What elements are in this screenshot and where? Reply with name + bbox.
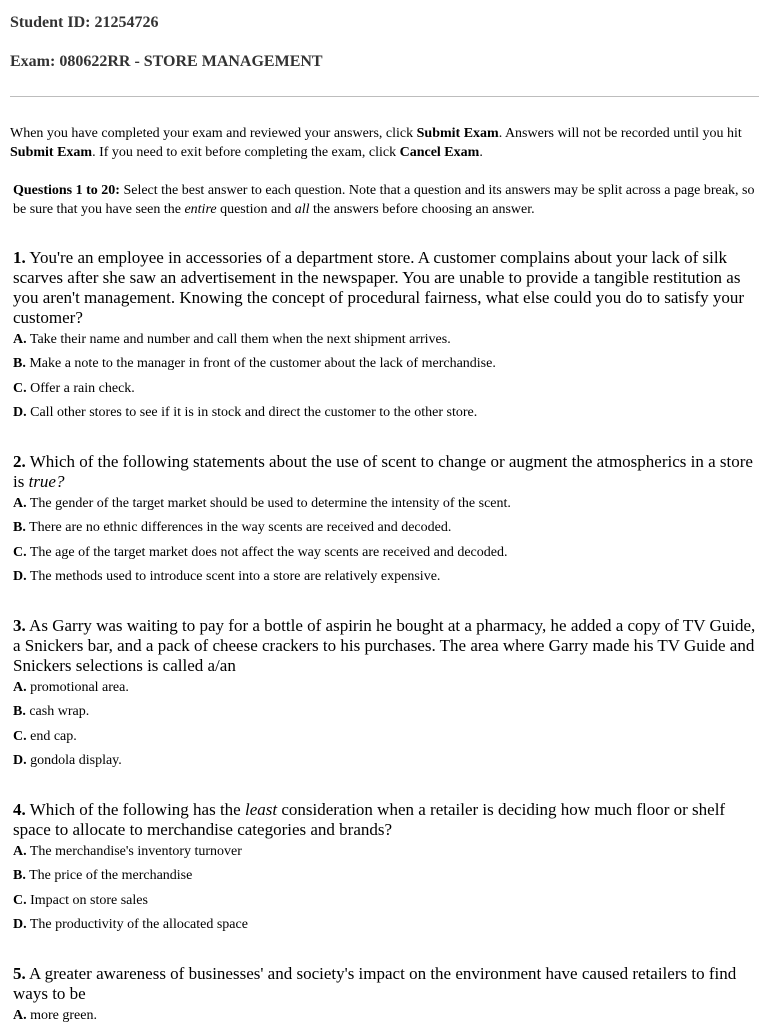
section-emphasis: entire [184, 202, 217, 217]
section-instructions [13, 181, 761, 219]
question-stem [13, 248, 763, 328]
question-text: consideration when a retailer is deciding how much floor or shelf space to allocate to merchandise categories and brands? [13, 800, 726, 839]
option-text: The age of the target market does not affect the way scents are received and decoded. [26, 544, 508, 560]
option-text: There are no ethnic differences in the way scents are received and decoded. [25, 520, 452, 536]
option-letter: C. [13, 728, 27, 744]
option-text: Offer a rain check. [26, 380, 135, 396]
student-id-heading: Student ID: 21254726 [10, 14, 159, 31]
option-text: cash wrap. [25, 704, 90, 720]
answer-option-b[interactable] [13, 519, 763, 543]
question-text: You're an employee in accessories of a department store. A customer complains about your lack of silk scarves after she saw an advertisement in the newspaper. You are unable to provide a tangible restitution as you aren't management. Knowing the concept of procedural fairness, what else could you do to satisfy your customer? [13, 248, 745, 327]
option-text: promotional area. [26, 680, 129, 695]
question-stem [13, 964, 763, 1004]
answer-option-d[interactable] [13, 568, 763, 592]
exam-title-heading: Exam: 080622RR - STORE MANAGEMENT [10, 53, 323, 70]
question-3 [13, 616, 763, 777]
option-text: Take their name and number and call them when the next shipment arrives. [26, 332, 451, 347]
option-text: Call other stores to see if it is in stock and direct the customer to the other store. [26, 405, 478, 421]
option-text: The productivity of the allocated space [26, 917, 248, 933]
option-letter: B. [13, 704, 26, 720]
section-emphasis: all [294, 202, 310, 217]
answer-option-b[interactable] [13, 355, 763, 379]
option-text: gondola display. [26, 753, 122, 769]
submit-exam-mention: Submit Exam [10, 145, 93, 160]
question-number: 2. [13, 452, 26, 471]
answer-option-a[interactable] [13, 843, 763, 867]
question-text: Which of the following has the [25, 800, 245, 819]
instructions-text-part: . Answers will not be recorded until you hit [498, 126, 742, 141]
question-number: 1. [13, 248, 26, 267]
option-letter: C. [13, 380, 27, 396]
option-letter: D. [13, 405, 27, 421]
option-letter: D. [13, 569, 27, 585]
answer-option-b[interactable] [13, 703, 763, 727]
answer-option-a[interactable] [13, 331, 763, 355]
question-number: 4. [13, 800, 26, 819]
option-letter: D. [13, 917, 27, 933]
section-label: Questions 1 to 20: [13, 183, 120, 198]
question-emphasis: true? [28, 472, 65, 491]
option-letter: A. [13, 1008, 27, 1023]
question-5 [13, 964, 763, 1031]
option-text: The gender of the target market should be used to determine the intensity of the scent. [26, 496, 511, 511]
header-divider [10, 96, 759, 97]
answer-option-d[interactable] [13, 752, 763, 776]
question-text: Which of the following statements about the use of scent to change or augment the atmospherics in a store is [13, 452, 753, 491]
option-letter: A. [13, 680, 27, 695]
question-number: 5. [13, 964, 26, 983]
instructions-text-part: . [479, 145, 483, 160]
option-letter: B. [13, 868, 26, 884]
option-letter: A. [13, 496, 27, 511]
option-text: Make a note to the manager in front of the customer about the lack of merchandise. [25, 356, 496, 372]
section-text-part: the answers before choosing an answer. [309, 202, 535, 217]
section-text-part: Select the best answer to each question. Note that a question and its answers may be split across a page break, so be sure that you have seen the [13, 183, 755, 217]
option-letter: B. [13, 520, 26, 536]
answer-option-a[interactable] [13, 495, 763, 519]
option-text: end cap. [26, 728, 77, 744]
answer-option-c[interactable] [13, 544, 763, 568]
instructions-text-part: When you have completed your exam and reviewed your answers, click [10, 126, 417, 141]
question-stem [13, 452, 763, 492]
answer-option-d[interactable] [13, 916, 763, 940]
option-letter: A. [13, 844, 27, 859]
question-1 [13, 248, 763, 429]
option-text: The price of the merchandise [25, 868, 193, 884]
question-emphasis: least [244, 800, 278, 819]
submit-exam-mention: Submit Exam [416, 126, 499, 141]
option-text: more green. [26, 1008, 97, 1023]
answer-option-a[interactable] [13, 1007, 763, 1031]
cancel-exam-mention: Cancel Exam [399, 145, 480, 160]
answer-option-d[interactable] [13, 404, 763, 428]
instructions-text [10, 124, 760, 162]
option-letter: A. [13, 332, 27, 347]
option-text: Impact on store sales [26, 892, 148, 908]
option-letter: D. [13, 753, 27, 769]
question-stem [13, 616, 763, 676]
option-text: The merchandise's inventory turnover [26, 844, 242, 859]
question-number: 3. [13, 616, 26, 635]
question-4 [13, 800, 763, 941]
answer-option-a[interactable] [13, 679, 763, 703]
option-text: The methods used to introduce scent into a store are relatively expensive. [26, 569, 441, 585]
question-text: A greater awareness of businesses' and society's impact on the environment have caused retailers to find ways to be [13, 964, 737, 1003]
question-text: As Garry was waiting to pay for a bottle of aspirin he bought at a pharmacy, he added a copy of TV Guide, a Snickers bar, and a pack of cheese crackers to his purchases. The area where Garry made his TV Guide and Snickers selections is called a/an [13, 616, 756, 675]
question-2 [13, 452, 763, 593]
answer-option-c[interactable] [13, 892, 763, 916]
section-text-part: question and [216, 202, 295, 217]
instructions-text-part: . If you need to exit before completing the exam, click [92, 145, 400, 160]
option-letter: C. [13, 544, 27, 560]
question-stem [13, 800, 763, 840]
option-letter: B. [13, 356, 26, 372]
answer-option-c[interactable] [13, 728, 763, 752]
option-letter: C. [13, 892, 27, 908]
answer-option-c[interactable] [13, 380, 763, 404]
answer-option-b[interactable] [13, 867, 763, 891]
